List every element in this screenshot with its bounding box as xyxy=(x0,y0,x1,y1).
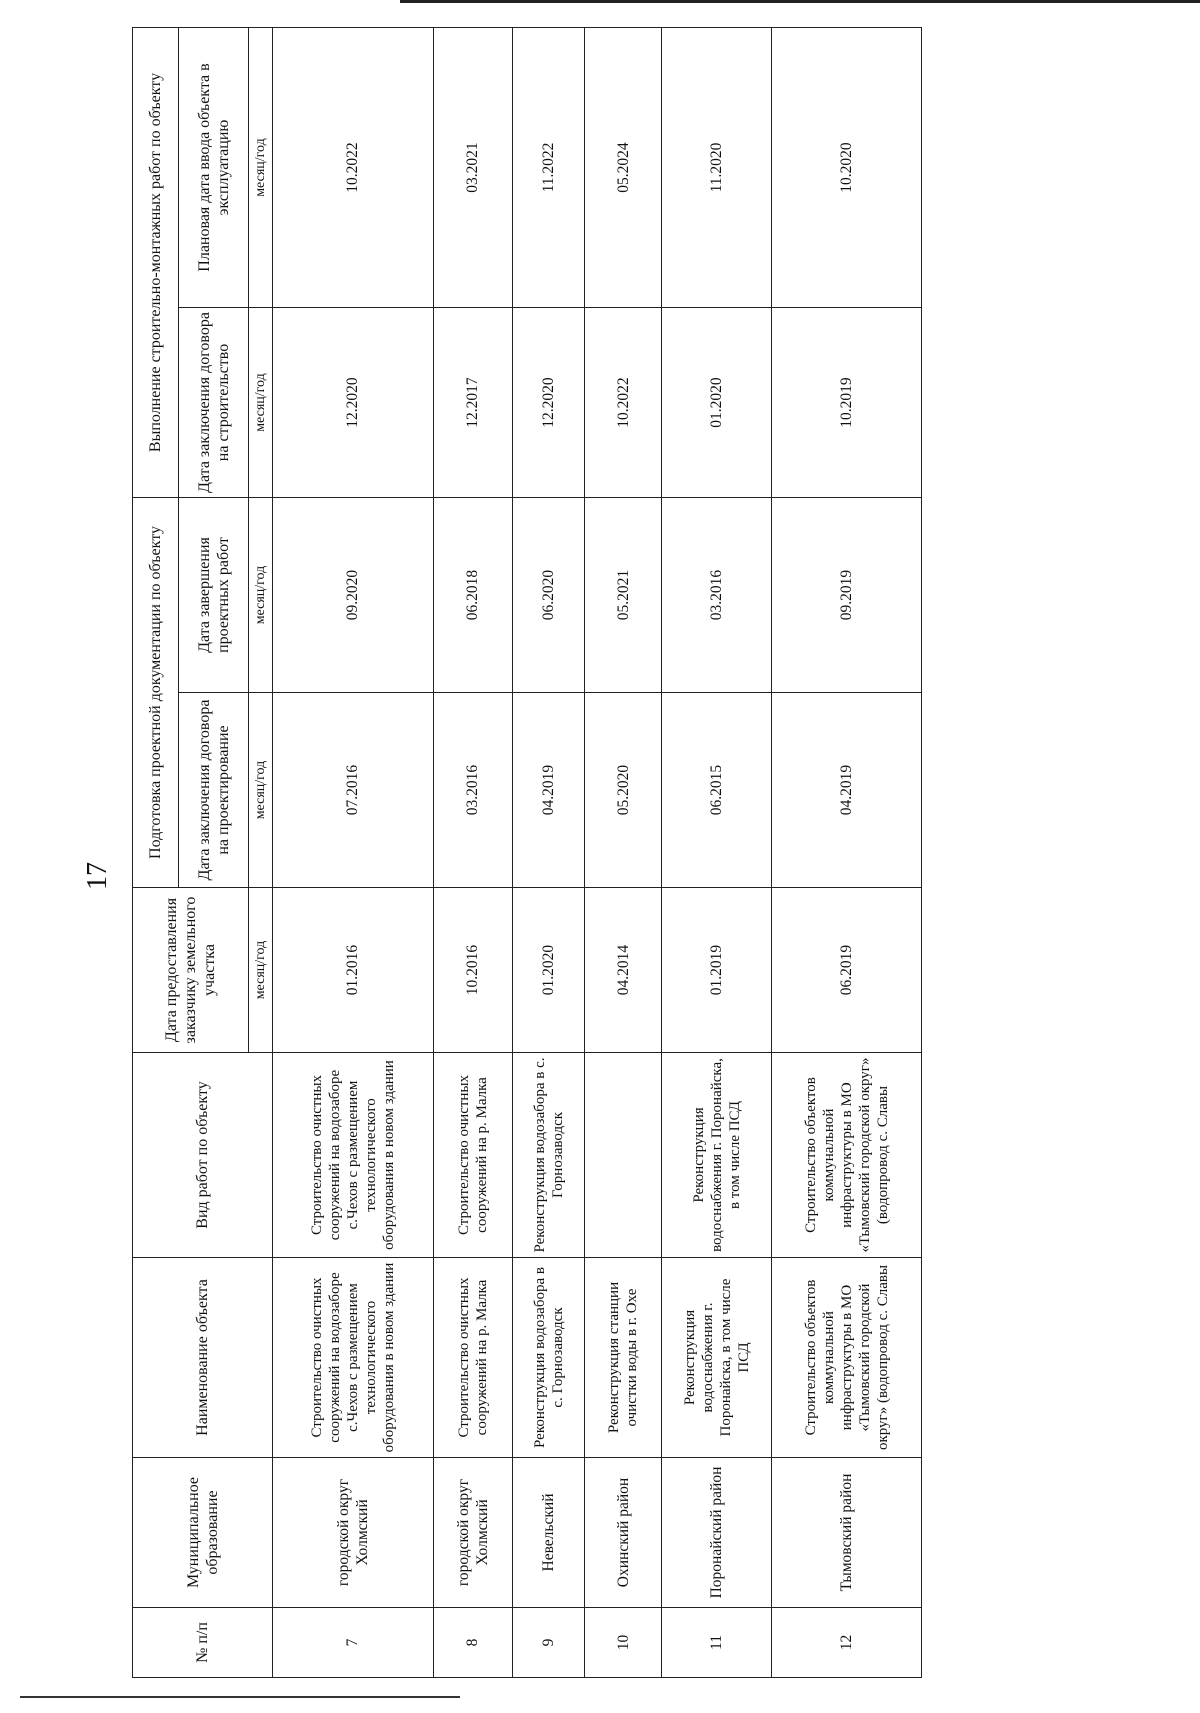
cell-land-date: 10.2016 xyxy=(433,888,512,1053)
header-work-type: Вид работ по объекту xyxy=(133,1053,273,1258)
header-construction-group: Выполнение строительно-монтажных работ по объекту xyxy=(133,28,179,498)
header-object-name: Наименование объекта xyxy=(133,1258,273,1458)
cell-construction-contract: 01.2020 xyxy=(662,308,772,498)
table-row xyxy=(662,28,772,1678)
cell-num: 10 xyxy=(585,1608,662,1678)
cell-commissioning: 03.2021 xyxy=(433,28,512,308)
cell-design-complete: 09.2019 xyxy=(772,498,922,693)
cell-num: 8 xyxy=(433,1608,512,1678)
bottom-border-line xyxy=(20,1696,460,1698)
cell-municipality: Поронайский район xyxy=(662,1458,772,1608)
cell-object-name: Реконструкция водозабора в с. Горнозаводск xyxy=(512,1258,585,1458)
cell-design-complete: 06.2020 xyxy=(512,498,585,693)
cell-construction-contract: 10.2019 xyxy=(772,308,922,498)
cell-num: 9 xyxy=(512,1608,585,1678)
unit-construction-contract: месяц/год xyxy=(249,308,273,498)
cell-design-complete: 05.2021 xyxy=(585,498,662,693)
cell-object-name: Реконструкция станции очистки воды в г. Охе xyxy=(585,1258,662,1458)
header-construction-contract: Дата заключения договора на строительство xyxy=(179,308,249,498)
table-row xyxy=(772,28,922,1678)
cell-commissioning: 10.2020 xyxy=(772,28,922,308)
cell-work-type: Реконструкция водозабора в с. Горнозаводск xyxy=(512,1053,585,1258)
cell-design-complete: 03.2016 xyxy=(662,498,772,693)
cell-commissioning: 11.2022 xyxy=(512,28,585,308)
cell-object-name: Реконструкция водоснабжения г. Поронайска, в том числе ПСД xyxy=(662,1258,772,1458)
cell-num: 11 xyxy=(662,1608,772,1678)
cell-land-date: 06.2019 xyxy=(772,888,922,1053)
cell-object-name: Строительство объектов коммунальной инфраструктуры в МО «Тымовский городской округ» (водопровод с. Славы xyxy=(772,1258,922,1458)
cell-design-contract: 07.2016 xyxy=(273,693,434,888)
cell-land-date: 01.2020 xyxy=(512,888,585,1053)
cell-commissioning: 10.2022 xyxy=(273,28,434,308)
cell-municipality: Невельский xyxy=(512,1458,585,1608)
unit-land-date: месяц/год xyxy=(249,888,273,1053)
header-commissioning: Плановая дата ввода объекта в эксплуатацию xyxy=(179,28,249,308)
cell-work-type: Строительство очистных сооружений на р. Малка xyxy=(433,1053,512,1258)
cell-design-contract: 03.2016 xyxy=(433,693,512,888)
cell-design-contract: 06.2015 xyxy=(662,693,772,888)
cell-construction-contract: 12.2017 xyxy=(433,308,512,498)
cell-design-complete: 09.2020 xyxy=(273,498,434,693)
cell-work-type: Строительство очистных сооружений на водозаборе с.Чехов с размещением технологического оборудования в новом здании xyxy=(273,1053,434,1258)
table-row xyxy=(585,28,662,1678)
cell-construction-contract: 12.2020 xyxy=(512,308,585,498)
cell-land-date: 04.2014 xyxy=(585,888,662,1053)
header-municipality: Муниципальное образование xyxy=(133,1458,273,1608)
cell-municipality: Охинский район xyxy=(585,1458,662,1608)
cell-design-contract: 04.2019 xyxy=(772,693,922,888)
cell-land-date: 01.2016 xyxy=(273,888,434,1053)
page-number: 17 xyxy=(82,862,113,890)
unit-commissioning: месяц/год xyxy=(249,28,273,308)
table-row xyxy=(433,28,512,1678)
cell-design-complete: 06.2018 xyxy=(433,498,512,693)
cell-construction-contract: 10.2022 xyxy=(585,308,662,498)
header-design-complete: Дата завершения проектных работ xyxy=(179,498,249,693)
cell-land-date: 01.2019 xyxy=(662,888,772,1053)
cell-design-contract: 04.2019 xyxy=(512,693,585,888)
cell-num: 7 xyxy=(273,1608,434,1678)
unit-design-contract: месяц/год xyxy=(249,693,273,888)
header-design-contract: Дата заключения договора на проектирование xyxy=(179,693,249,888)
cell-municipality: городской округ Холмский xyxy=(273,1458,434,1608)
cell-num: 12 xyxy=(772,1608,922,1678)
cell-design-contract: 05.2020 xyxy=(585,693,662,888)
cell-construction-contract: 12.2020 xyxy=(273,308,434,498)
cell-object-name: Строительство очистных сооружений на р. Малка xyxy=(433,1258,512,1458)
cell-object-name: Строительство очистных сооружений на водозаборе с.Чехов с размещением технологического оборудования в новом здании xyxy=(273,1258,434,1458)
objects-table xyxy=(132,27,922,1678)
top-border-line xyxy=(400,0,1200,3)
cell-municipality: Тымовский район xyxy=(772,1458,922,1608)
cell-commissioning: 05.2024 xyxy=(585,28,662,308)
rotated-table-container xyxy=(132,28,922,1678)
cell-municipality: городской округ Холмский xyxy=(433,1458,512,1608)
cell-work-type xyxy=(585,1053,662,1258)
cell-work-type: Строительство объектов коммунальной инфраструктуры в МО «Тымовский городской округ» (водопровод с. Славы xyxy=(772,1053,922,1258)
header-num: № п/п xyxy=(133,1608,273,1678)
table-row xyxy=(512,28,585,1678)
header-design-group: Подготовка проектной документации по объекту xyxy=(133,498,179,888)
table-row xyxy=(273,28,434,1678)
header-land-date: Дата предоставления заказчику земельного участка xyxy=(133,888,249,1053)
cell-work-type: Реконструкция водоснабжения г. Поронайска, в том числе ПСД xyxy=(662,1053,772,1258)
unit-design-complete: месяц/год xyxy=(249,498,273,693)
cell-commissioning: 11.2020 xyxy=(662,28,772,308)
